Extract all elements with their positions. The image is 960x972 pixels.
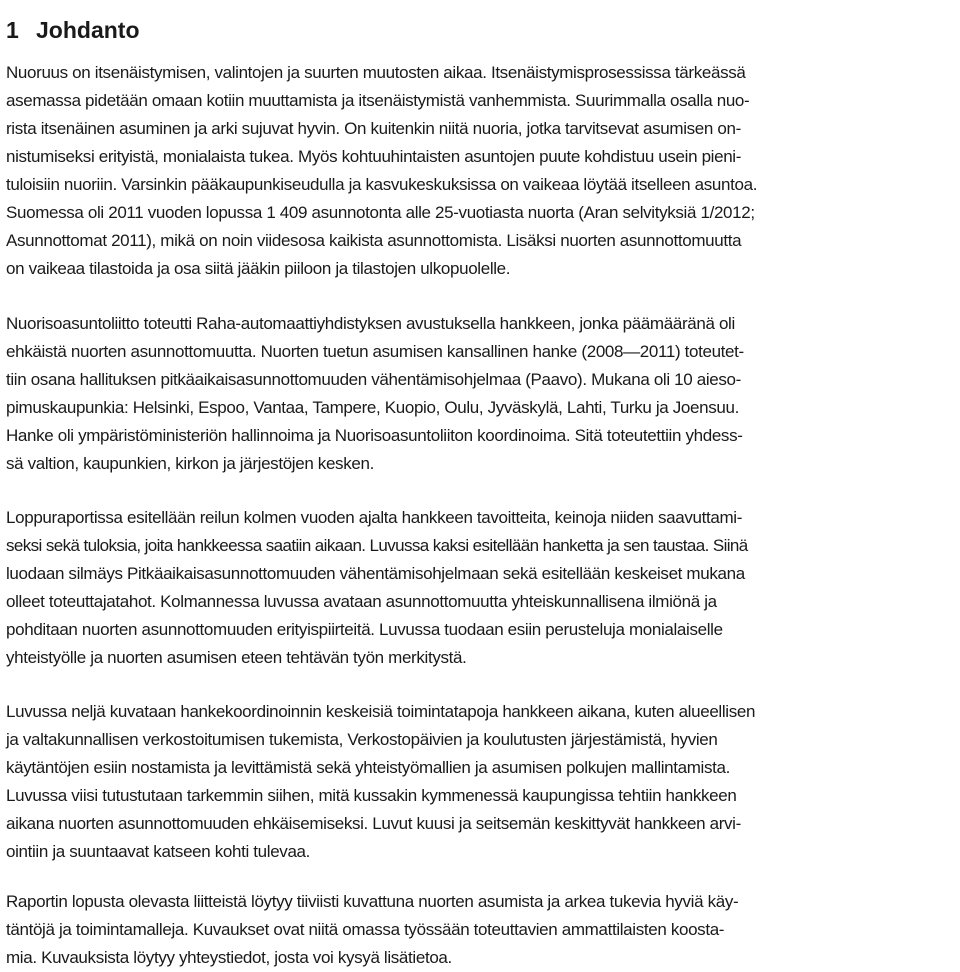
text-line: olleet toteuttajatahot. Kolmannessa luvussa avataan asunnottomuutta yhteiskunnallisena ilmiönä ja bbox=[6, 592, 717, 611]
text-line: aikana nuorten asunnottomuuden ehkäisemiseksi. Luvut kuusi ja seitsemän keskittyvät hankkeen arvi- bbox=[6, 814, 741, 833]
paragraph-2 bbox=[6, 310, 956, 478]
paragraph-5 bbox=[6, 888, 956, 972]
text-line: mia. Kuvauksista löytyy yhteystiedot, josta voi kysyä lisätietoa. bbox=[6, 948, 452, 967]
text-line: rista itsenäinen asuminen ja arki sujuvat hyvin. On kuitenkin niitä nuoria, jotka tarvitsevat asumisen on- bbox=[6, 119, 741, 138]
text-line: käytäntöjen esiin nostamista ja levittämistä sekä yhteistyömallien ja asumisen polkujen mallintamista. bbox=[6, 758, 730, 777]
text-line: Luvussa viisi tutustutaan tarkemmin siihen, mitä kussakin kymmenessä kaupungissa tehtiin hankkeen bbox=[6, 786, 737, 805]
text-line: tuloisiin nuoriin. Varsinkin pääkaupunkiseudulla ja kasvukeskuksissa on vaikeaa löytää itselleen asuntoa. bbox=[6, 175, 758, 194]
section-heading bbox=[6, 15, 140, 45]
text-line: on vaikeaa tilastoida ja osa siitä jääkin piiloon ja tilastojen ulkopuolelle. bbox=[6, 259, 511, 278]
text-line: Raportin lopusta olevasta liitteistä löytyy tiiviisti kuvattuna nuorten asumista ja arkea tukevia hyviä käy- bbox=[6, 892, 739, 911]
text-line: täntöjä ja toimintamalleja. Kuvaukset ovat niitä omassa työssään toteuttavien ammattilaisten koosta- bbox=[6, 920, 725, 939]
text-line: ja valtakunnallisen verkostoitumisen tukemista, Verkostopäivien ja koulutusten järjestämistä, hyvien bbox=[6, 730, 718, 749]
text-line: luodaan silmäys Pitkäaikaisasunnottomuuden vähentämisohjelmaan sekä esitellään keskeiset mukana bbox=[6, 564, 745, 583]
text-line: Loppuraportissa esitellään reilun kolmen vuoden ajalta hankkeen tavoitteita, keinoja niiden saavuttami- bbox=[6, 508, 743, 527]
text-line: Nuoruus on itsenäistymisen, valintojen ja suurten muutosten aikaa. Itsenäistymisprosessissa tärkeässä bbox=[6, 63, 746, 82]
text-line: Nuorisoasuntoliitto toteutti Raha-automaattiyhdistyksen avustuksella hankkeen, jonka päämääränä oli bbox=[6, 314, 735, 333]
text-line: tiin osana hallituksen pitkäaikaisasunnottomuuden vähentämisohjelmaa (Paavo). Mukana oli 10 aieso- bbox=[6, 370, 741, 389]
paragraph-3 bbox=[6, 504, 956, 672]
text-line: Hanke oli ympäristöministeriön hallinnoima ja Nuorisoasuntoliiton koordinoima. Sitä toteutettiin yhdess- bbox=[6, 426, 743, 445]
text-line: yhteistyölle ja nuorten asumisen eteen tehtävän työn merkitystä. bbox=[6, 648, 467, 667]
text-line: pimuskaupunkia: Helsinki, Espoo, Vantaa, Tampere, Kuopio, Oulu, Jyväskylä, Lahti, Turku ja Joensuu. bbox=[6, 398, 739, 417]
text-line: asemassa pidetään omaan kotiin muuttamista ja itsenäistymistä vanhemmista. Suurimmalla osalla nuo- bbox=[6, 91, 750, 110]
text-line: Asunnottomat 2011), mikä on noin viidesosa kaikista asunnottomista. Lisäksi nuorten asunnottomuutta bbox=[6, 231, 742, 250]
text-line: ointiin ja suuntaavat katseen kohti tulevaa. bbox=[6, 842, 311, 861]
text-line: nistumiseksi erityistä, monialaista tukea. Myös kohtuuhintaisten asuntojen puute kohdistuu usein pieni- bbox=[6, 147, 742, 166]
text-line: Luvussa neljä kuvataan hankekoordinoinnin keskeisiä toimintatapoja hankkeen aikana, kuten alueellisen bbox=[6, 702, 756, 721]
text-line: pohditaan nuorten asunnottomuuden erityispiirteitä. Luvussa tuodaan esiin perusteluja monialaiselle bbox=[6, 620, 723, 639]
text-line: sä valtion, kaupunkien, kirkon ja järjestöjen kesken. bbox=[6, 454, 374, 473]
text-line: seksi sekä tuloksia, joita hankkeessa saatiin aikaan. Luvussa kaksi esitellään hanketta ja sen taustaa. Siinä bbox=[6, 536, 748, 555]
text-line: Suomessa oli 2011 vuoden lopussa 1 409 asunnotonta alle 25-vuotiasta nuorta (Aran selvityksiä 1/2012; bbox=[6, 203, 755, 222]
section-title: Johdanto bbox=[36, 17, 140, 44]
paragraph-1 bbox=[6, 59, 956, 283]
paragraph-4 bbox=[6, 698, 956, 866]
section-number: 1 bbox=[6, 17, 19, 44]
text-line: ehkäistä nuorten asunnottomuutta. Nuorten tuetun asumisen kansallinen hanke (2008—2011) toteutet- bbox=[6, 342, 744, 361]
